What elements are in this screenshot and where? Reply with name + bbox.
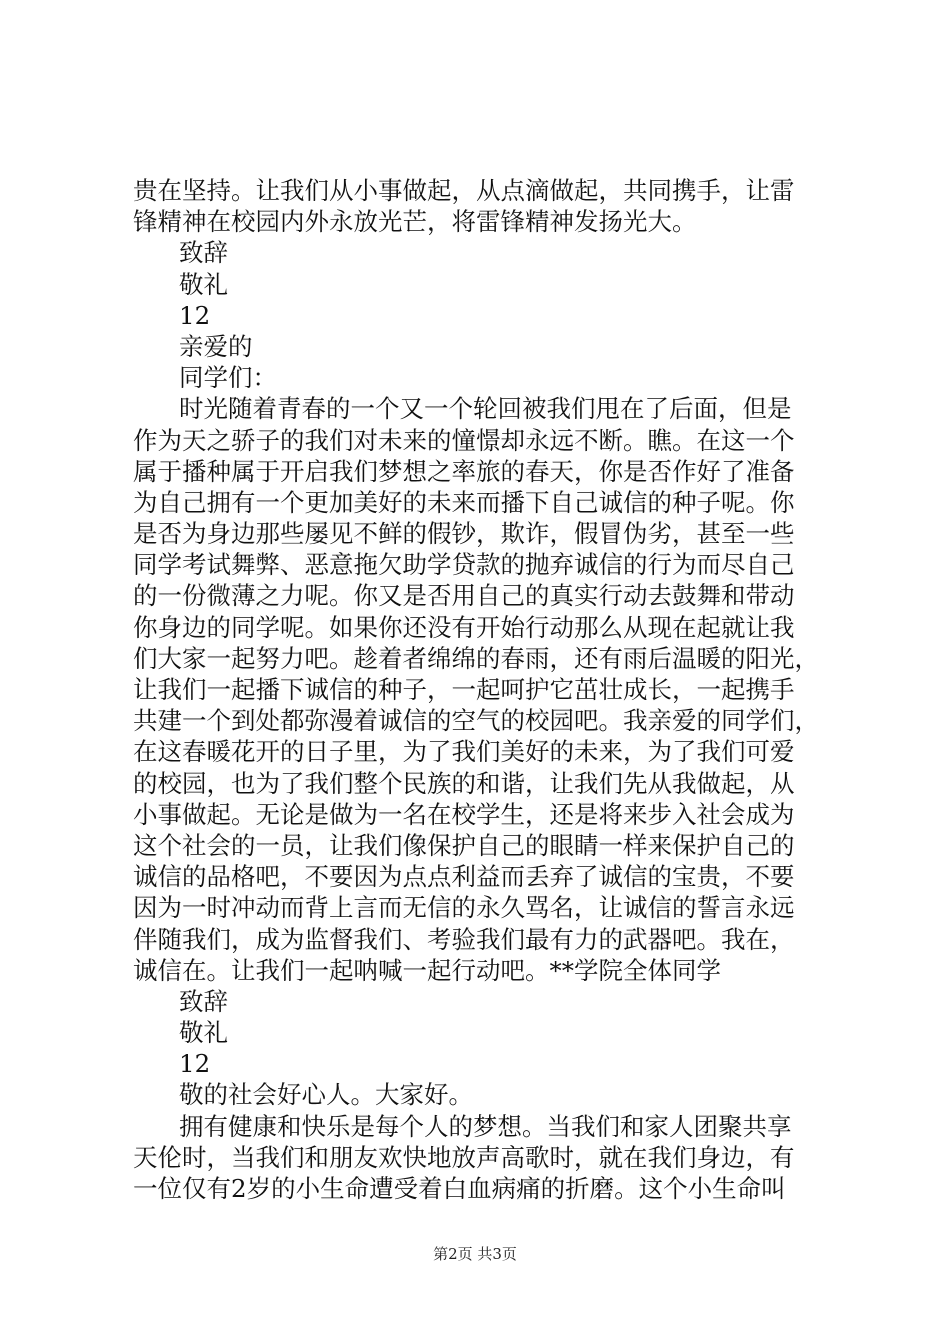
text-line: 的校园，也为了我们整个民族的和谐，让我们先从我做起，从 (133, 768, 795, 798)
text-line: 在这春暖花开的日子里，为了我们美好的未来，为了我们可爱 (133, 737, 795, 767)
text-line: 属于播种属于开启我们梦想之率旅的春天，你是否作好了准备 (133, 456, 795, 486)
text-line: 们大家一起努力吧。趁着者绵绵的春雨，还有雨后温暖的阳光， (133, 643, 819, 673)
text-line: 时光随着青春的一个又一个轮回被我们甩在了后面，但是 (179, 394, 792, 424)
page-footer: 第2页 共3页 (433, 1245, 517, 1263)
text-line: 亲爱的 (179, 331, 253, 361)
text-line: 是否为身边那些屡见不鲜的假钞，欺诈，假冒伪劣，甚至一些 (133, 519, 795, 549)
text-line: 敬的社会好心人。大家好。 (179, 1080, 473, 1110)
text-line: 12 (179, 300, 211, 330)
text-line: 诚信在。让我们一起呐喊一起行动吧。**学院全体同学 (133, 955, 721, 985)
text-line: 拥有健康和快乐是每个人的梦想。当我们和家人团聚共享 (179, 1111, 792, 1141)
text-line: 12 (179, 1049, 211, 1079)
text-line: 让我们一起播下诚信的种子，一起呵护它茁壮成长，一起携手 (133, 675, 795, 704)
text-line: 天伦时，当我们和朋友欢快地放声高歌时，就在我们身边，有 (133, 1142, 795, 1172)
text-line: 这个社会的一员，让我们像保护自己的眼睛一样来保护自己的 (133, 830, 795, 860)
text-line: 贵在坚持。让我们从小事做起，从点滴做起，共同携手，让雷 (133, 176, 795, 205)
text-line: 致辞 (179, 986, 228, 1016)
text-line: 一位仅有2岁的小生命遭受着白血病痛的折磨。这个小生命叫 (133, 1174, 786, 1203)
text-line: 锋精神在校园内外永放光芒，将雷锋精神发扬光大。 (133, 207, 697, 237)
text-line: 同学考试舞弊、恶意拖欠助学贷款的抛弃诚信的行为而尽自己 (133, 550, 795, 580)
text-line: 敬礼 (179, 1018, 228, 1048)
text-line: 的一份微薄之力呢。你又是否用自己的真实行动去鼓舞和带动 (133, 581, 795, 611)
text-line: 共建一个到处都弥漫着诚信的空气的校园吧。我亲爱的同学们， (133, 706, 819, 736)
text-line: 同学们： (179, 363, 277, 393)
text-line: 小事做起。无论是做为一名在校学生，还是将来步入社会成为 (133, 799, 795, 829)
text-line: 致辞 (179, 238, 228, 268)
text-line: 作为天之骄子的我们对未来的憧憬却永远不断。瞧。在这一个 (133, 425, 795, 455)
text-line: 你身边的同学呢。如果你还没有开始行动那么从现在起就让我 (133, 612, 795, 642)
text-line: 为自己拥有一个更加美好的未来而播下自己诚信的种子呢。你 (133, 487, 795, 517)
text-line: 因为一时冲动而背上言而无信的永久骂名，让诚信的誓言永远 (133, 893, 795, 923)
text-line: 敬礼 (179, 269, 228, 299)
document-body (133, 175, 833, 1204)
text-line: 伴随我们，成为监督我们、考验我们最有力的武器吧。我在， (133, 924, 795, 954)
text-line: 诚信的品格吧，不要因为点点利益而丢弃了诚信的宝贵，不要 (133, 862, 795, 892)
